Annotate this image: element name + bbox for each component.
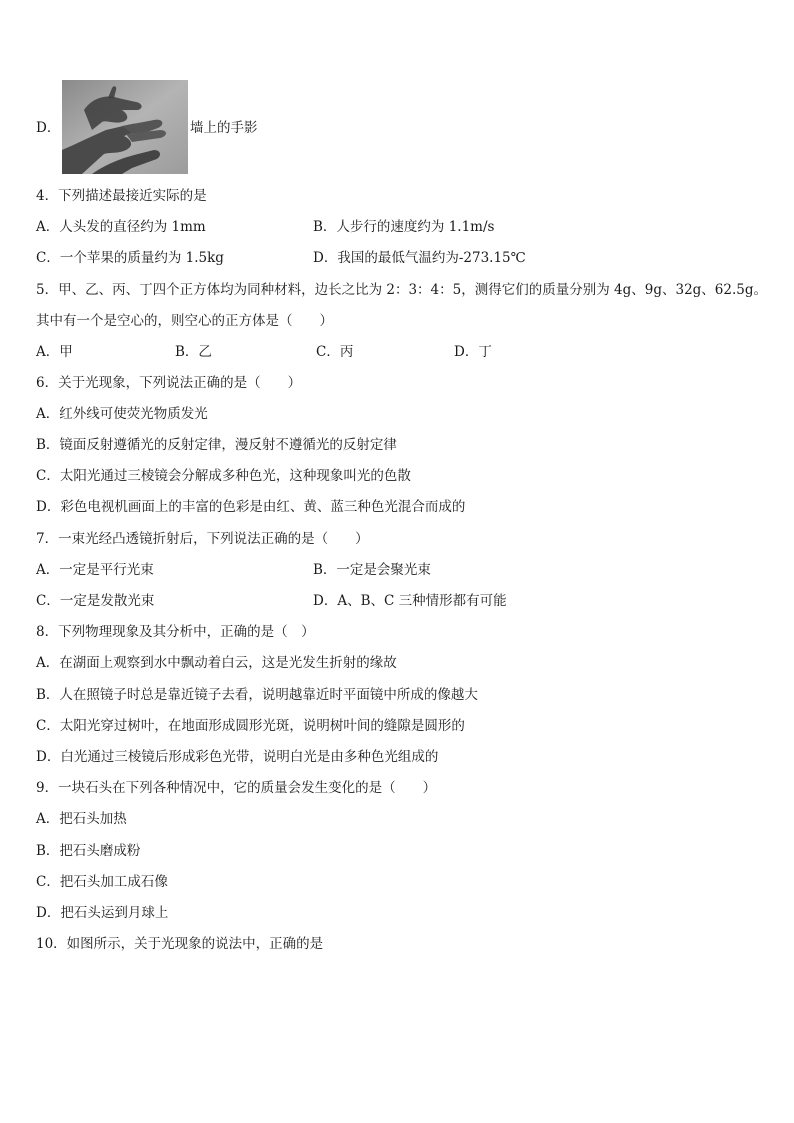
q4-stem: 4．下列描述最接近实际的是 bbox=[36, 188, 207, 204]
q5-stem-line-2: 其中有一个是空心的，则空心的正方体是（ ） bbox=[36, 313, 333, 329]
q9-stem: 9．一块石头在下列各种情况中，它的质量会发生变化的是（ ） bbox=[36, 780, 437, 796]
q8-option-a: A．在湖面上观察到水中飘动着白云，这是光发生折射的缘故 bbox=[36, 655, 397, 671]
q5-option-d: D．丁 bbox=[454, 344, 492, 360]
q6-option-b: B．镜面反射遵循光的反射定律，漫反射不遵循光的反射定律 bbox=[36, 437, 397, 453]
q7-option-a: A．一定是平行光束 bbox=[36, 562, 154, 578]
q5-option-b: B．乙 bbox=[175, 344, 212, 360]
hand-shadow-photo bbox=[62, 80, 188, 174]
q5-option-a: A．甲 bbox=[36, 344, 73, 360]
q7-options-row-2 bbox=[36, 593, 596, 609]
q4-option-d: D．我国的最低气温约为-273.15℃ bbox=[313, 250, 526, 266]
q6-option-d: D．彩色电视机画面上的丰富的色彩是由红、黄、蓝三种色光混合而成的 bbox=[36, 499, 466, 515]
q6-stem: 6．关于光现象，下列说法正确的是（ ） bbox=[36, 375, 302, 391]
q9-option-a: A．把石头加热 bbox=[36, 811, 127, 827]
q4-option-c: C．一个苹果的质量约为 1.5kg bbox=[36, 250, 224, 266]
q7-option-b: B．一定是会聚光束 bbox=[313, 562, 431, 578]
q4-option-a: A．人头发的直径约为 1mm bbox=[36, 219, 206, 235]
q8-option-c: C．太阳光穿过树叶，在地面形成圆形光斑，说明树叶间的缝隙是圆形的 bbox=[36, 718, 465, 734]
q6-option-a: A．红外线可使荧光物质发光 bbox=[36, 406, 208, 422]
q8-stem: 8．下列物理现象及其分析中，正确的是（ ） bbox=[36, 624, 315, 640]
q7-option-d: D．A、B、C 三种情形都有可能 bbox=[313, 593, 507, 609]
q9-option-c: C．把石头加工成石像 bbox=[36, 874, 168, 890]
q9-option-d: D．把石头运到月球上 bbox=[36, 905, 169, 921]
q9-option-b: B．把石头磨成粉 bbox=[36, 843, 141, 859]
q7-stem: 7．一束光经凸透镜折射后，下列说法正确的是（ ） bbox=[36, 531, 369, 547]
q6-option-c: C．太阳光通过三棱镜会分解成多种色光，这种现象叫光的色散 bbox=[36, 468, 411, 484]
q3-option-d bbox=[36, 120, 60, 136]
q8-option-d: D．白光通过三棱镜后形成彩色光带，说明白光是由多种色光组成的 bbox=[36, 749, 439, 765]
q8-option-b: B．人在照镜子时总是靠近镜子去看，说明越靠近时平面镜中所成的像越大 bbox=[36, 687, 478, 703]
q10-stem: 10．如图所示，关于光现象的说法中，正确的是 bbox=[36, 936, 324, 952]
q7-option-c: C．一定是发散光束 bbox=[36, 593, 155, 609]
q3-option-d-label: D． bbox=[36, 120, 61, 136]
q5-stem-line-1: 5．甲、乙、丙、丁四个正方体均为同种材料，边长之比为 2：3：4：5，测得它们的质量分别为 4g、9g、32g、62.5g。 bbox=[36, 282, 768, 298]
q5-option-c: C．丙 bbox=[316, 344, 354, 360]
q7-options-row-1 bbox=[36, 562, 596, 578]
q4-options-row-1 bbox=[36, 219, 596, 235]
q3-option-d-text: 墙上的手影 bbox=[190, 120, 258, 136]
q4-options-row-2 bbox=[36, 250, 596, 266]
q4-option-b: B．人步行的速度约为 1.1m/s bbox=[313, 219, 495, 235]
